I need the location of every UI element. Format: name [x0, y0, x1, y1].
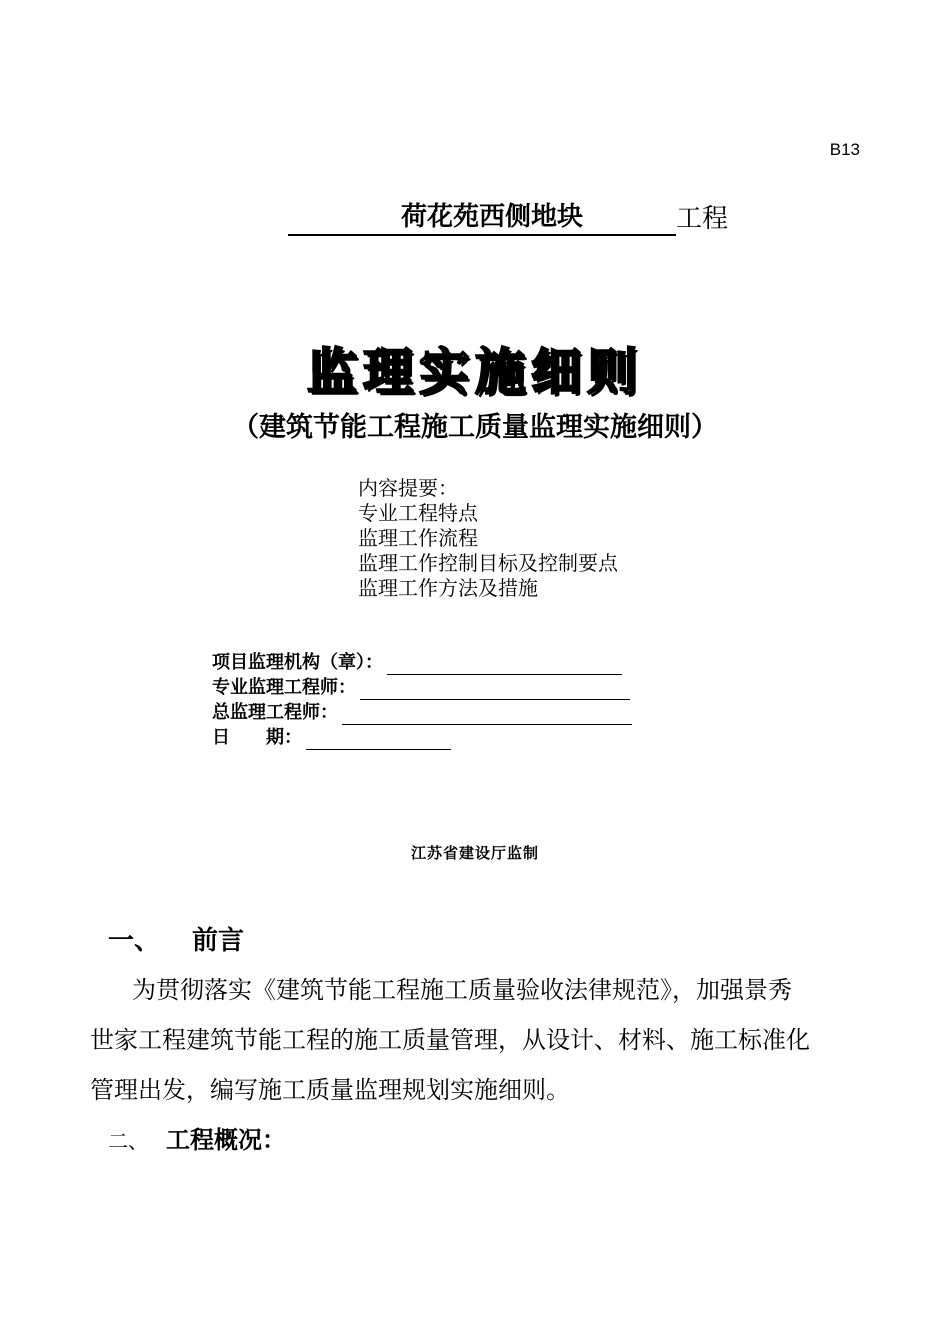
- summary-item: 监理工作方法及措施: [358, 576, 538, 600]
- project-suffix: 工程: [676, 204, 729, 234]
- section-title: 前言: [192, 926, 245, 956]
- paragraph-line: 为贯彻落实《建筑节能工程施工质量验收法律规范》，加强景秀: [132, 976, 792, 1004]
- section-heading-1: [108, 920, 244, 957]
- org-label: 项目监理机构（章）：: [212, 652, 383, 673]
- project-name: 荷花苑西侧地块: [288, 200, 676, 236]
- signature-row-date: [212, 725, 632, 750]
- signature-row-engineer: [212, 675, 632, 700]
- section-title: 工程概况：: [166, 1126, 286, 1154]
- section-number: 二、: [108, 1129, 148, 1153]
- date-blank: [306, 729, 451, 750]
- engineer-label: 专业监理工程师：: [212, 677, 356, 698]
- summary-item: 监理工作流程: [358, 526, 478, 550]
- document-title: 监理实施细则: [307, 343, 643, 401]
- form-code: B13: [829, 140, 860, 159]
- signature-block: [212, 650, 632, 750]
- summary-item: 专业工程特点: [358, 501, 478, 525]
- summary-item: 监理工作控制目标及控制要点: [358, 551, 618, 575]
- chief-label: 总监理工程师：: [212, 702, 338, 723]
- section-heading-2: [108, 1120, 286, 1155]
- paragraph-line: 管理出发，编写施工质量监理规划实施细则。: [90, 1076, 570, 1104]
- signature-row-chief: [212, 700, 632, 725]
- summary-heading: 内容提要：: [358, 476, 458, 500]
- issuer: 江苏省建设厅监制: [410, 844, 539, 862]
- paragraph-line: 世家工程建筑节能工程的施工质量管理，从设计、材料、施工标准化: [90, 1026, 810, 1054]
- org-blank: [387, 654, 622, 675]
- content-summary: [358, 476, 618, 601]
- section-number: 一、: [108, 926, 161, 956]
- preface-paragraph: [90, 965, 870, 1115]
- date-label: 日 期：: [212, 727, 302, 748]
- engineer-blank: [360, 679, 630, 700]
- signature-row-org: [212, 650, 632, 675]
- project-title-line: [288, 200, 728, 236]
- document-subtitle: （建筑节能工程施工质量监理实施细则）: [232, 412, 718, 443]
- chief-blank: [342, 704, 632, 725]
